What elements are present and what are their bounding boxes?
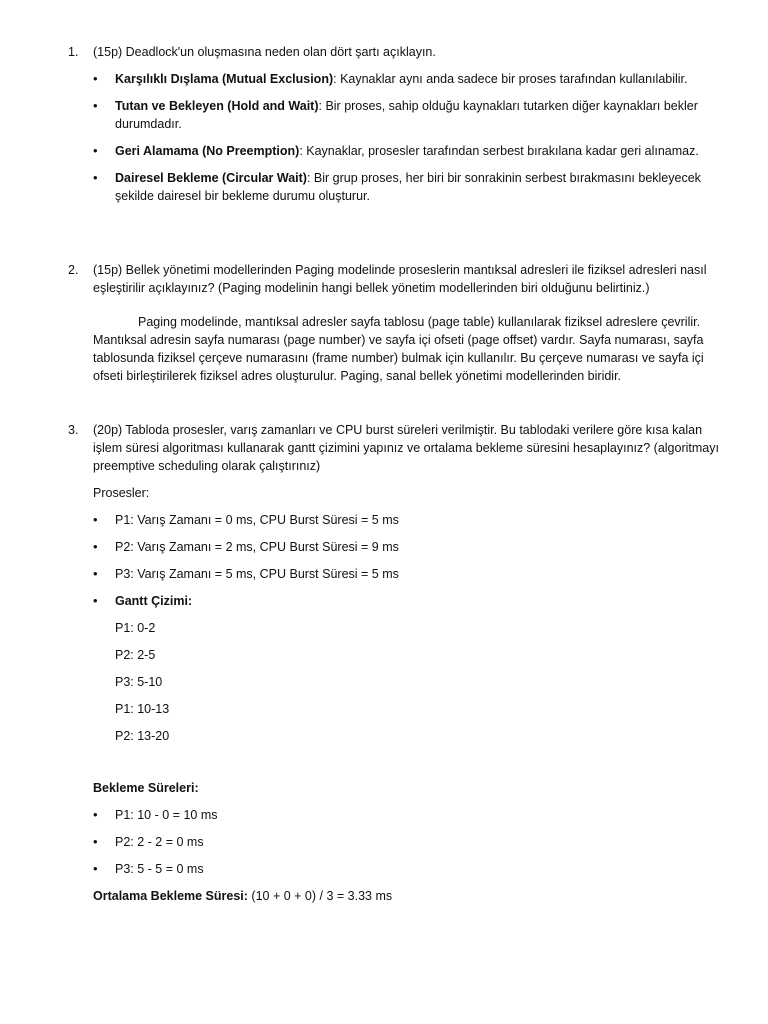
list-item: • P3: 5 - 5 = 0 ms <box>68 860 728 878</box>
list-item <box>68 169 728 205</box>
term-description: : Bir proses, sahip olduğu kaynakları tutarken diğer kaynakları bekler durumdadır. <box>115 99 698 131</box>
gantt-chart <box>68 619 728 745</box>
term: Tutan ve Bekleyen (Hold and Wait) <box>115 99 319 113</box>
average-label: Ortalama Bekleme Süresi: <box>93 889 248 903</box>
term: Geri Alamama (No Preemption) <box>115 144 300 158</box>
list-item <box>68 70 728 88</box>
question-prompt: (15p) Deadlock'un oluşmasına neden olan dört şartı açıklayın. <box>93 45 436 59</box>
gantt-entry: P1: 10-13 <box>115 702 170 716</box>
gantt-entry: P2: 2-5 <box>115 648 156 662</box>
answer-paragraph: Paging modelinde, mantıksal adresler sayfa tablosu (page table) kullanılarak fiziksel adreslere çevrilir. Mantıksal adresin sayfa numarası (page number) ve sayfa içi ofseti (page offset) vardır. Sayfa numarası, sayfa tablosunda fiziksel çerçeve numarasını (frame number) bulmak için kullanılır. Bu çerçeve numarası ve sayfa içi ofseti birleştirilerek fiziksel adres oluşturulur. Paging, sanal bellek yönetimi modellerinden biridir. <box>93 315 704 383</box>
term: Dairesel Bekleme (Circular Wait) <box>115 171 307 185</box>
term: Karşılıklı Dışlama (Mutual Exclusion) <box>115 72 334 86</box>
list-item: • P3: Varış Zamanı = 5 ms, CPU Burst Süresi = 5 ms <box>68 565 728 583</box>
waiting-times-list <box>68 806 728 878</box>
gantt-entry: P1: 0-2 <box>115 621 156 635</box>
term-description: : Kaynaklar, prosesler tarafından serbest bırakılana kadar geri alınamaz. <box>299 144 699 158</box>
list-item: • P2: Varış Zamanı = 2 ms, CPU Burst Süresi = 9 ms <box>68 538 728 556</box>
question-number: 2. <box>68 263 79 277</box>
question-number: 3. <box>68 423 79 437</box>
list-item <box>68 592 728 610</box>
question-3 <box>68 421 728 905</box>
average-waiting-time <box>68 887 728 905</box>
list-item <box>68 142 728 160</box>
question-prompt: (15p) Bellek yönetimi modellerinden Paging modelinde proseslerin mantıksal adresleri ile fiziksel adresleri nasıl eşleştirilir açıklayınız? (Paging modelinin hangi bellek yönetim modellerinden biri olduğunu belirtiniz.) <box>93 263 707 295</box>
question-prompt: (20p) Tabloda prosesler, varış zamanları ve CPU burst süreleri verilmiştir. Bu tablodaki verilere göre kısa kalan işlem süresi algoritması kullanarak gantt çizimini yapınız ve ortalama bekleme süresini hesaplayınız? (algoritmayı preemptive scheduling olarak çalıştırınız) <box>93 423 719 473</box>
list-item <box>68 97 728 133</box>
list-item: • P2: 2 - 2 = 0 ms <box>68 833 728 851</box>
waiting-label-text: Bekleme Süreleri: <box>93 781 199 795</box>
term-description: : Kaynaklar aynı anda sadece bir proses tarafından kullanılabilir. <box>333 72 688 86</box>
list-item: • P1: 10 - 0 = 10 ms <box>68 806 728 824</box>
question-2 <box>68 261 728 385</box>
term-description: : Bir grup proses, her biri bir sonrakinin serbest bırakmasını bekleyecek şekilde dairesel bir bekleme durumu oluşturur. <box>115 171 701 203</box>
gantt-entry: P2: 13-20 <box>115 729 170 743</box>
list-item: • P1: Varış Zamanı = 0 ms, CPU Burst Süresi = 5 ms <box>68 511 728 529</box>
deadlock-conditions-list <box>68 70 728 205</box>
average-value: (10 + 0 + 0) / 3 = 3.33 ms <box>247 889 393 903</box>
processes-list <box>68 511 728 610</box>
question-number: 1. <box>68 45 79 59</box>
gantt-label: Gantt Çizimi: <box>115 594 193 608</box>
processes-label: Prosesler: <box>93 486 150 500</box>
question-1 <box>68 43 728 205</box>
gantt-entry: P3: 5-10 <box>115 675 163 689</box>
waiting-times-label <box>68 779 728 797</box>
